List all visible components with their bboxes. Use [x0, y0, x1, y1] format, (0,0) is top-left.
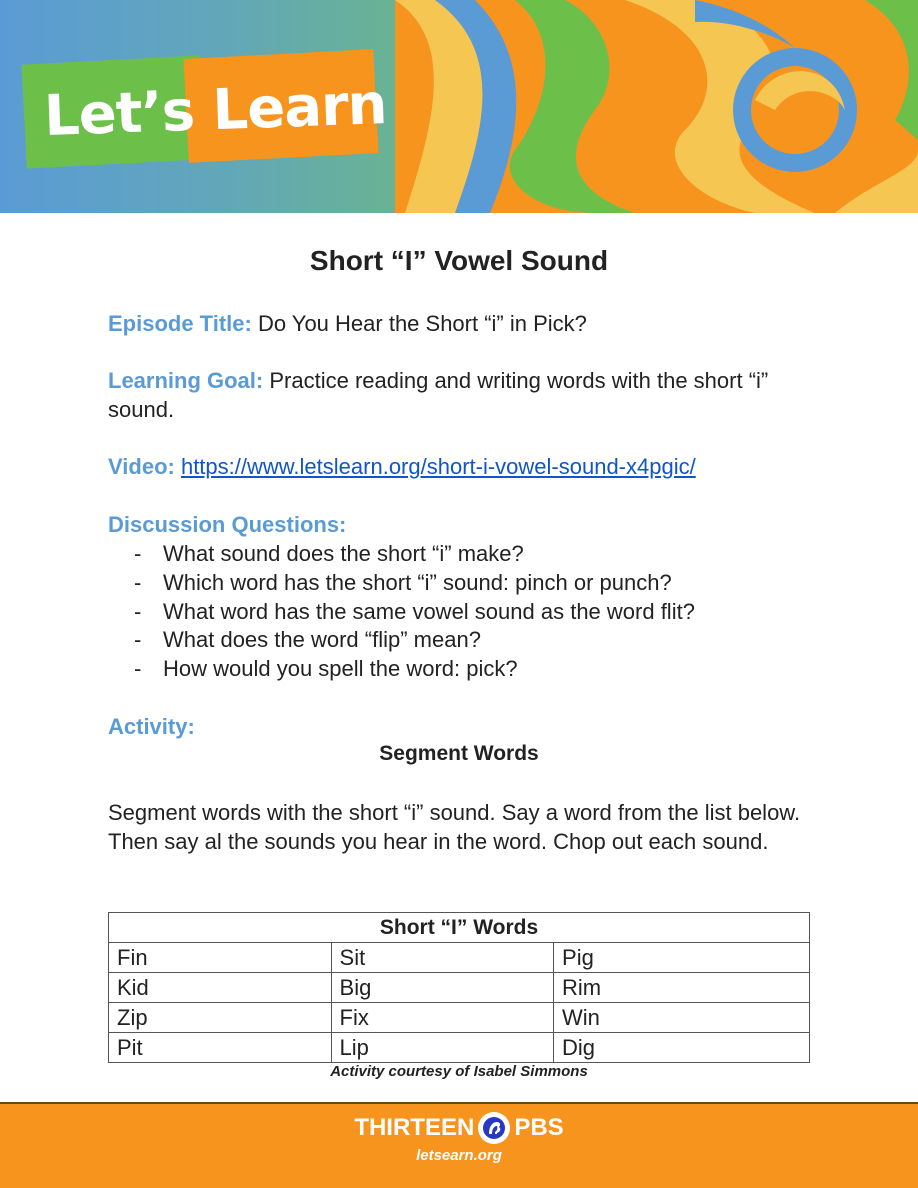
- logo-text: Let’s Learn: [42, 72, 388, 149]
- page-title: Short “I” Vowel Sound: [309, 245, 609, 276]
- question-text: How would you spell the word: pick?: [163, 656, 518, 682]
- table-cell: Fix: [331, 1003, 554, 1033]
- activity-instructions: Segment words with the short “i” sound. Say a word from the list below. Then say al the sounds you hear in the word. Chop out each sound.: [108, 800, 801, 854]
- list-item: [134, 569, 695, 598]
- table-cell: Rim: [554, 973, 810, 1003]
- goal-label: Learning Goal:: [108, 368, 264, 393]
- list-item: [134, 655, 695, 684]
- list-item: [134, 540, 695, 569]
- episode-title: [108, 310, 818, 339]
- episode-label: Episode Title:: [108, 311, 252, 336]
- question-text: What does the word “flip” mean?: [163, 627, 481, 653]
- table-header: Short “I” Words: [109, 913, 810, 943]
- table-cell: Pig: [554, 943, 810, 973]
- table-cell: Pit: [109, 1033, 332, 1063]
- bullet-dash: -: [134, 627, 142, 653]
- discussion-list: [134, 540, 695, 684]
- brand-thirteen: THIRTEEN: [354, 1114, 475, 1141]
- table-row: [109, 1033, 810, 1063]
- brand-pbs: PBS: [514, 1114, 564, 1141]
- table-cell: Kid: [109, 973, 332, 1003]
- table-header-row: [109, 913, 810, 943]
- bullet-dash: -: [134, 541, 142, 566]
- table-cell: Sit: [331, 943, 554, 973]
- table-row: [109, 1003, 810, 1033]
- discussion-label: Discussion Questions:: [108, 512, 347, 537]
- activity-label: Activity:: [108, 714, 195, 739]
- bullet-dash: -: [134, 598, 142, 624]
- table-cell: Zip: [109, 1003, 332, 1033]
- question-text: What word has the same vowel sound as the word flit?: [163, 598, 695, 624]
- question-text: Which word has the short “i” sound: pinch or punch?: [163, 569, 672, 595]
- table-row: [109, 943, 810, 973]
- table-cell: Lip: [331, 1033, 554, 1063]
- activity-heading: [108, 713, 818, 742]
- list-item: [134, 598, 695, 627]
- swirl-graphic: [395, 0, 918, 213]
- words-table: [108, 912, 810, 1063]
- activity-credit: Activity courtesy of Isabel Simmons: [330, 1063, 588, 1080]
- goal-value: Practice reading and writing words with the short “i” sound.: [108, 368, 769, 422]
- episode-value: Do You Hear the Short “i” in Pick?: [251, 311, 587, 336]
- table-cell: Dig: [554, 1033, 810, 1063]
- footer-site: letsearn.org: [416, 1147, 502, 1164]
- table-cell: Fin: [109, 943, 332, 973]
- table-cell: Win: [554, 1003, 810, 1033]
- table-cell: Big: [331, 973, 554, 1003]
- video-line: [108, 453, 818, 482]
- video-label: Video:: [108, 454, 175, 479]
- list-item: [134, 626, 695, 655]
- bullet-dash: -: [134, 569, 142, 595]
- video-link[interactable]: https://www.letslearn.org/short-i-vowel-sound-x4pgic/: [180, 454, 696, 479]
- bullet-dash: -: [134, 656, 142, 682]
- pbs-head-icon: [478, 1112, 510, 1144]
- footer-brand: [0, 1112, 918, 1144]
- learning-goal: [108, 367, 818, 424]
- activity-subheading: Segment Words: [379, 742, 539, 765]
- discussion-heading: [108, 511, 818, 540]
- table-row: [109, 973, 810, 1003]
- header-banner: [0, 0, 918, 213]
- question-text: What sound does the short “i” make?: [163, 541, 524, 566]
